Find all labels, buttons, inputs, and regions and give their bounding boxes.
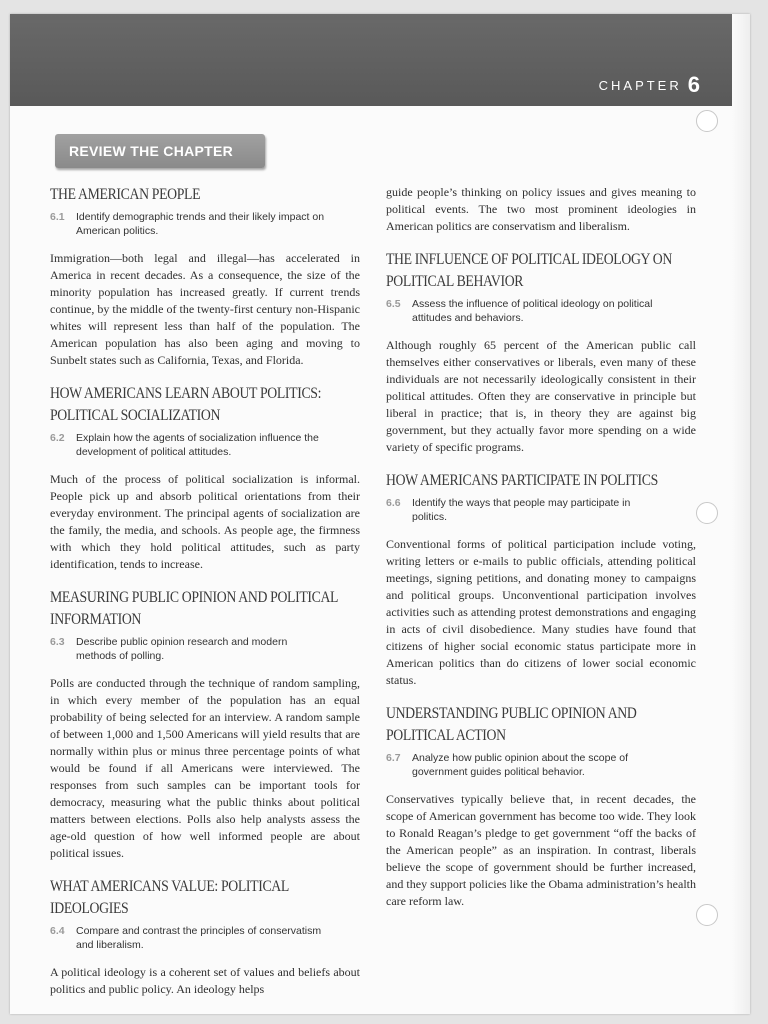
objective-number: 6.5 <box>386 298 401 310</box>
section-6-7 <box>386 703 696 910</box>
objective-text: Analyze how public opinion about the scope of government guides political behavior. <box>412 752 628 778</box>
section-body: Although roughly 65 percent of the American public call themselves either conservatives or liberals, even many of these individuals are not necessarily ideologically consistent in their political attitudes. Often they are conservative in principle but liberal in practice; that is, in theory they are against big government, but they actually favor more spending on a wide variety of specific programs. <box>386 338 696 454</box>
objective-text: Describe public opinion research and modern methods of polling. <box>76 636 288 662</box>
learning-objective <box>386 751 696 779</box>
section-heading: UNDERSTANDING PUBLIC OPINION AND POLITICAL ACTION <box>386 705 637 744</box>
learning-objective <box>386 297 696 325</box>
section-heading: WHAT AMERICANS VALUE: POLITICAL IDEOLOGIES <box>50 878 289 917</box>
section-6-1 <box>50 184 360 369</box>
section-body: A political ideology is a coherent set of values and beliefs about politics and public policy. An ideology helps <box>50 965 360 996</box>
objective-number: 6.2 <box>50 432 65 444</box>
binder-hole-icon <box>696 904 718 926</box>
objective-number: 6.4 <box>50 925 65 937</box>
objective-text: Identify demographic trends and their likely impact on American politics. <box>76 211 325 237</box>
chapter-word: CHAPTER <box>598 78 682 93</box>
section-heading: HOW AMERICANS LEARN ABOUT POLITICS: POLITICAL SOCIALIZATION <box>50 385 322 424</box>
objective-number: 6.7 <box>386 752 401 764</box>
objective-number: 6.1 <box>50 211 65 223</box>
objective-text: Compare and contrast the principles of conservatism and liberalism. <box>76 925 322 951</box>
continued-body: guide people’s thinking on policy issues and gives meaning to political events. The two most prominent ideologies in American politics are conservatism and liberalism. <box>386 185 696 233</box>
objective-number: 6.3 <box>50 636 65 648</box>
learning-objective <box>50 924 360 952</box>
binder-hole-icon <box>696 502 718 524</box>
review-the-chapter-tab: REVIEW THE CHAPTER <box>55 134 265 168</box>
textbook-page <box>10 14 750 1014</box>
learning-objective <box>386 496 696 524</box>
left-column <box>50 184 360 1012</box>
learning-objective <box>50 635 360 663</box>
learning-objective <box>50 210 360 238</box>
page-edge-shadow <box>732 14 750 1014</box>
section-body: Conservatives typically believe that, in recent decades, the scope of American government has become too wide. They look to Ronald Reagan’s pledge to get government “off the backs of the American people” as an inspiration. In contrast, liberals believe the scope of government should be further increased, and they support policies like the Obama administration’s health care reform law. <box>386 792 696 908</box>
chapter-banner <box>10 14 750 106</box>
section-6-4 <box>50 876 360 998</box>
chapter-number: 6 <box>687 72 700 97</box>
right-column <box>386 184 696 924</box>
section-heading: THE INFLUENCE OF POLITICAL IDEOLOGY ON POLITICAL BEHAVIOR <box>386 251 672 290</box>
section-6-2 <box>50 383 360 573</box>
objective-number: 6.6 <box>386 497 401 509</box>
section-heading: THE AMERICAN PEOPLE <box>50 186 201 203</box>
chapter-label <box>599 72 700 98</box>
section-6-6 <box>386 470 696 689</box>
learning-objective <box>50 431 360 459</box>
section-6-5 <box>386 249 696 456</box>
objective-text: Assess the influence of political ideology on political attitudes and behaviors. <box>412 298 653 324</box>
section-body: Much of the process of political socialization is informal. People pick up and absorb political orientations from their everyday environment. The principal agents of socialization are the family, the media, and schools. As people age, the firmness with which they hold political attitudes, such as party identification, tends to increase. <box>50 472 360 571</box>
section-body: Conventional forms of political participation include voting, writing letters or e-mails to public officials, attending political meetings, signing petitions, and donating money to campaigns and political groups. Unconventional participation involves activities such as attending protest demonstrations and engaging in acts of civil disobedience. Many studies have found that citizens of higher social economic status participate more in American politics than do citizens of lower social economic status. <box>386 537 696 687</box>
section-6-3 <box>50 587 360 862</box>
section-body: Immigration—both legal and illegal—has accelerated in America in recent decades. As a consequence, the size of the minority population has increased greatly. If current trends continue, by the middle of the twenty-first century non-Hispanic whites will represent less than half of the population. The American population has also been aging and moving to Sunbelt states such as California, Texas, and Florida. <box>50 251 360 367</box>
section-heading: HOW AMERICANS PARTICIPATE IN POLITICS <box>386 472 658 489</box>
continued-text <box>386 184 696 235</box>
section-heading: MEASURING PUBLIC OPINION AND POLITICAL INFORMATION <box>50 589 338 628</box>
binder-hole-icon <box>696 110 718 132</box>
objective-text: Explain how the agents of socialization influence the development of political attitudes. <box>76 432 319 458</box>
section-body: Polls are conducted through the technique of random sampling, in which every member of the population has an equal probability of being selected for an interview. A random sample of between 1,000 and 1,500 Americans will yield results that are normally within plus or minus three percentage points of what would be found if all Americans were interviewed. The responses from such samples can be important tools for democracy, measuring what the public thinks about political matters between elections. Polls also help analysts assess the age-old question of how well informed people are about political issues. <box>50 676 360 860</box>
objective-text: Identify the ways that people may participate in politics. <box>412 497 631 523</box>
